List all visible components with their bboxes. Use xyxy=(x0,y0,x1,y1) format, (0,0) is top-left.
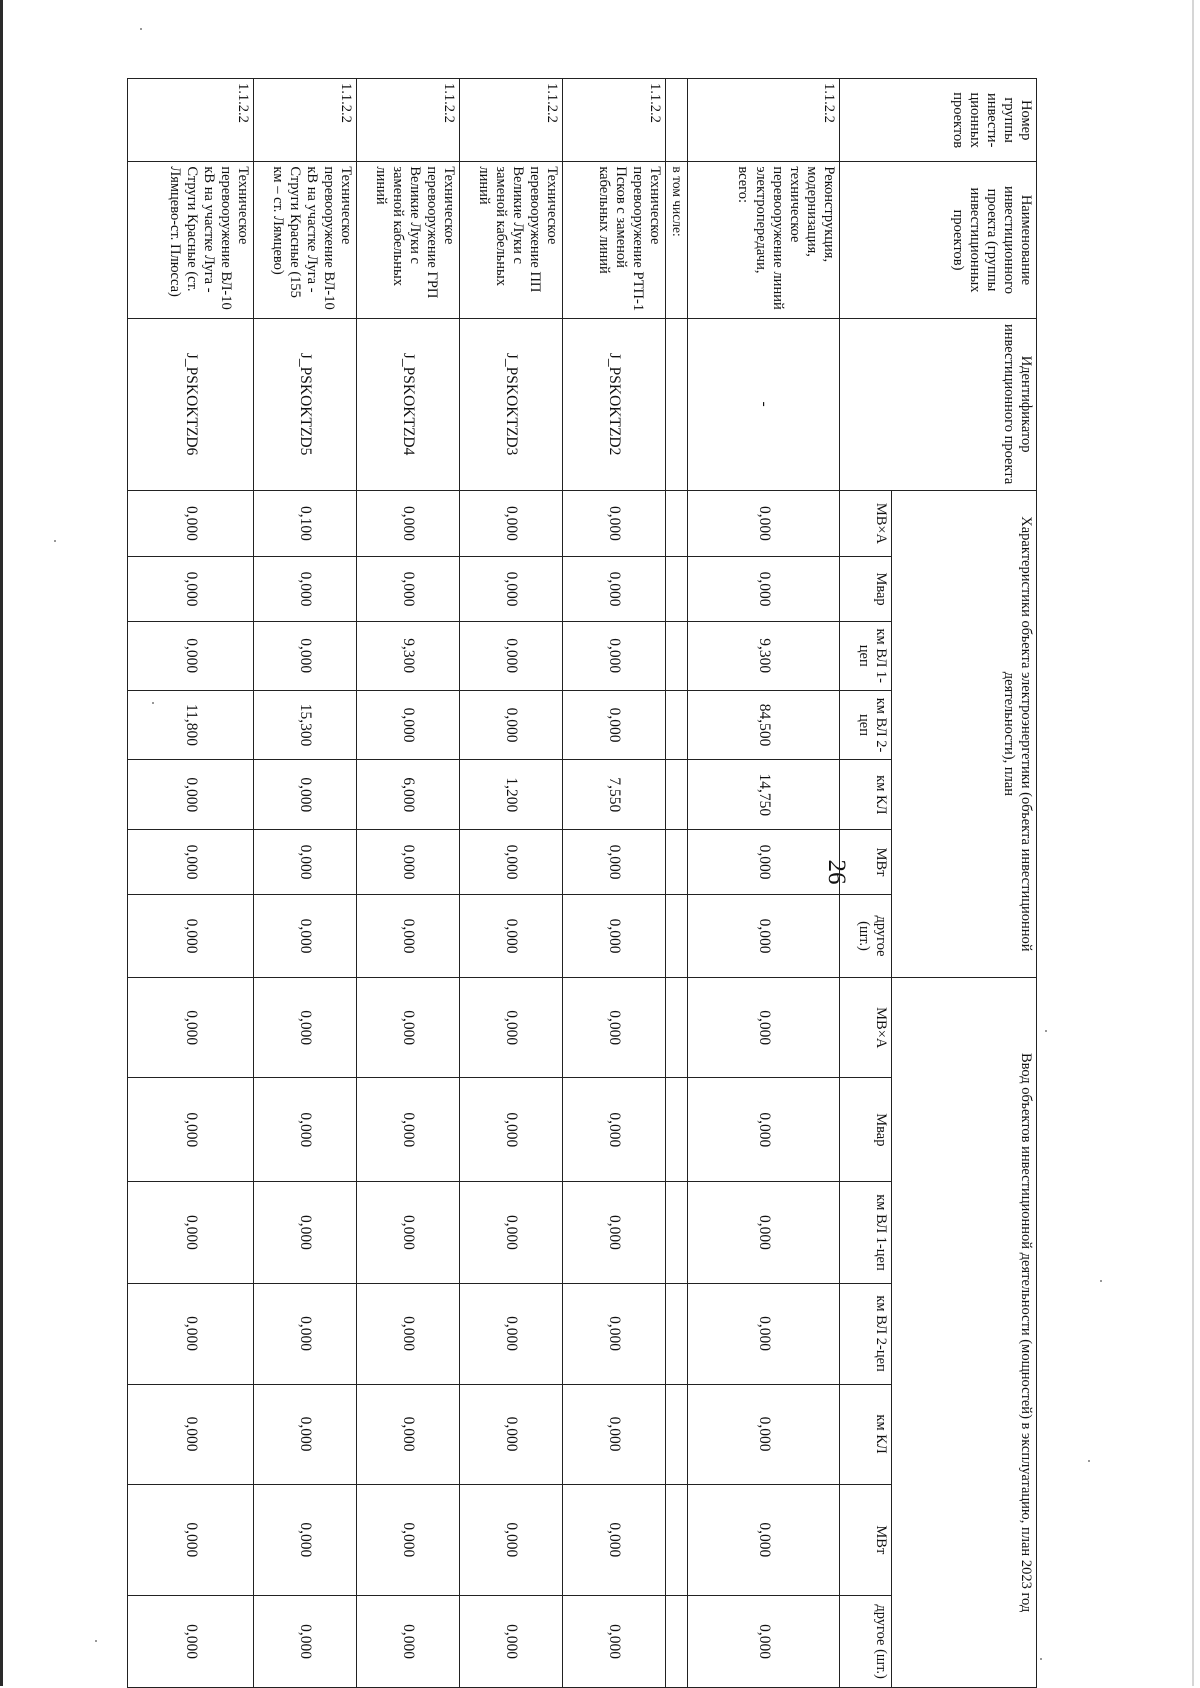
value-cell: 0,000 xyxy=(357,490,460,557)
value-cell: 0,000 xyxy=(357,557,460,622)
value-cell: 0,000 xyxy=(460,690,563,760)
value-cell: 0,000 xyxy=(563,830,666,895)
value-cell: 11,800 xyxy=(128,690,254,760)
empty-cell xyxy=(666,621,688,690)
value-cell: 0,000 xyxy=(688,894,840,977)
value-cell: 0,000 xyxy=(563,1283,666,1384)
value-cell: 15,300 xyxy=(254,690,357,760)
value-cell: 0,000 xyxy=(254,830,357,895)
unit-km-cl: км КЛ xyxy=(840,1384,892,1484)
unit-mva: МВ×А xyxy=(840,490,892,557)
header-group-number: Номер группы инвести-ционных проектов xyxy=(840,79,1037,162)
investment-table xyxy=(127,78,1037,1688)
row-number: 1.1.2.2 xyxy=(128,79,254,162)
row-project-name: Техническое перевооружение ГРП Великие Луки с заменой кабельных линий xyxy=(357,162,460,318)
page-number: 26 xyxy=(823,859,850,885)
value-cell: 0,000 xyxy=(357,690,460,760)
value-cell: 0,000 xyxy=(688,557,840,622)
value-cell: 0,000 xyxy=(128,557,254,622)
scan-border-right xyxy=(1192,0,1194,1686)
value-cell: 0,000 xyxy=(128,760,254,830)
row-number: 1.1.2.2 xyxy=(254,79,357,162)
value-cell: 6,000 xyxy=(357,760,460,830)
unit-mw: МВт xyxy=(840,830,892,895)
empty-cell xyxy=(666,830,688,895)
unit-km-ol-1: км ВЛ 1-цеп xyxy=(840,1182,892,1283)
value-cell: 0,000 xyxy=(563,1182,666,1283)
scan-border-left xyxy=(0,0,3,1686)
scan-speck xyxy=(54,540,56,542)
row-identifier: J_PSKOKTZD3 xyxy=(460,318,563,490)
value-cell: 0,000 xyxy=(563,1384,666,1484)
value-cell: 0,000 xyxy=(128,1384,254,1484)
value-cell: 0,000 xyxy=(688,1484,840,1595)
row-identifier: - xyxy=(688,318,840,490)
value-cell: 0,000 xyxy=(128,1596,254,1688)
empty-cell xyxy=(666,1596,688,1688)
row-identifier: J_PSKOKTZD5 xyxy=(254,318,357,490)
row-project-name: Техническое перевооружение ПП Великие Луки с заменой кабельных линий xyxy=(460,162,563,318)
value-cell: 0,000 xyxy=(460,830,563,895)
table-row-project xyxy=(460,79,563,1688)
value-cell: 0,000 xyxy=(563,1596,666,1688)
value-cell: 0,100 xyxy=(254,490,357,557)
value-cell: 0,000 xyxy=(563,1484,666,1595)
value-cell: 0,000 xyxy=(460,1283,563,1384)
value-cell: 0,000 xyxy=(563,490,666,557)
value-cell: 0,000 xyxy=(688,1384,840,1484)
unit-other: другое (шт.) xyxy=(840,1596,892,1688)
empty-cell xyxy=(666,490,688,557)
row-project-name: Техническое перевооружение РТП-1 Псков с заменой кабельных линий xyxy=(563,162,666,318)
value-cell: 0,000 xyxy=(688,1078,840,1182)
value-cell: 0,000 xyxy=(128,1283,254,1384)
value-cell: 0,000 xyxy=(254,1283,357,1384)
value-cell: 0,000 xyxy=(357,1596,460,1688)
header-commissioning-plan: Ввод объектов инвестиционной деятельности (мощностей) в эксплуатацию, план 2023 год xyxy=(892,978,1037,1688)
row-identifier: J_PSKOKTZD4 xyxy=(357,318,460,490)
value-cell: 0,000 xyxy=(357,894,460,977)
value-cell: 0,000 xyxy=(128,490,254,557)
value-cell: 0,000 xyxy=(254,1596,357,1688)
empty-cell xyxy=(666,894,688,977)
empty-cell xyxy=(666,1384,688,1484)
value-cell: 0,000 xyxy=(688,978,840,1078)
value-cell: 0,000 xyxy=(128,1078,254,1182)
empty-cell xyxy=(666,1182,688,1283)
rotated-table-container xyxy=(167,78,1037,1688)
scan-speck xyxy=(1045,1030,1047,1032)
unit-mvar: Мвар xyxy=(840,557,892,622)
unit-mvar: Мвар xyxy=(840,1078,892,1182)
unit-other: другое (шт.) xyxy=(840,894,892,977)
empty-cell xyxy=(666,978,688,1078)
value-cell: 0,000 xyxy=(460,894,563,977)
table-row-project xyxy=(254,79,357,1688)
empty-cell xyxy=(666,557,688,622)
value-cell: 0,000 xyxy=(128,1484,254,1595)
value-cell: 0,000 xyxy=(460,621,563,690)
value-cell: 0,000 xyxy=(128,830,254,895)
scan-speck xyxy=(1100,1280,1102,1282)
value-cell: 0,000 xyxy=(563,557,666,622)
value-cell: 0,000 xyxy=(460,1596,563,1688)
value-cell: 0,000 xyxy=(254,1484,357,1595)
value-cell: 0,000 xyxy=(128,894,254,977)
empty-cell xyxy=(666,79,688,162)
row-project-name: Техническое перевооружение ВЛ-10 кВ на участке Луга - Струги Красные (ст. Лямцево-ст. Плюсса) xyxy=(128,162,254,318)
table-row-project xyxy=(357,79,460,1688)
value-cell: 0,000 xyxy=(460,1182,563,1283)
value-cell: 0,000 xyxy=(254,1078,357,1182)
empty-cell xyxy=(666,1484,688,1595)
value-cell: 0,000 xyxy=(460,1384,563,1484)
value-cell: 0,000 xyxy=(460,490,563,557)
value-cell: 84,500 xyxy=(688,690,840,760)
header-project-name: Наименование инвестиционного проекта (группы инвестиционных проектов) xyxy=(840,162,1037,318)
value-cell: 9,300 xyxy=(688,621,840,690)
value-cell: 0,000 xyxy=(563,621,666,690)
value-cell: 0,000 xyxy=(460,1078,563,1182)
value-cell: 0,000 xyxy=(460,1484,563,1595)
value-cell: 0,000 xyxy=(688,830,840,895)
value-cell: 0,000 xyxy=(128,1182,254,1283)
header-characteristics-plan: Характеристики объекта электроэнергетики (объекта инвестиционной деятельности), план xyxy=(892,490,1037,978)
row-number: 1.1.2.2 xyxy=(357,79,460,162)
value-cell: 0,000 xyxy=(254,760,357,830)
value-cell: 0,000 xyxy=(357,830,460,895)
scan-speck xyxy=(95,1640,97,1642)
empty-cell xyxy=(666,1078,688,1182)
value-cell: 0,000 xyxy=(688,1182,840,1283)
value-cell: 0,000 xyxy=(128,978,254,1078)
value-cell: 0,000 xyxy=(688,490,840,557)
header-row-main xyxy=(892,79,1037,1688)
unit-km-cl: км КЛ xyxy=(840,760,892,830)
empty-cell xyxy=(666,1283,688,1384)
table-row-project xyxy=(128,79,254,1688)
scan-speck xyxy=(1040,1658,1042,1660)
unit-mw: МВт xyxy=(840,1484,892,1595)
unit-km-ol-2: км ВЛ 2-цеп xyxy=(840,1283,892,1384)
value-cell: 0,000 xyxy=(563,978,666,1078)
value-cell: 0,000 xyxy=(688,1283,840,1384)
empty-cell xyxy=(666,318,688,490)
value-cell: 14,750 xyxy=(688,760,840,830)
empty-cell xyxy=(666,760,688,830)
scan-speck xyxy=(140,28,142,30)
value-cell: 0,000 xyxy=(357,1484,460,1595)
unit-km-ol-1: км ВЛ 1-цеп xyxy=(840,621,892,690)
value-cell: 0,000 xyxy=(357,978,460,1078)
scan-speck xyxy=(152,702,154,704)
value-cell: 0,000 xyxy=(254,978,357,1078)
subheading-label: в том числе: xyxy=(666,162,688,318)
empty-cell xyxy=(666,690,688,760)
value-cell: 0,000 xyxy=(357,1384,460,1484)
value-cell: 0,000 xyxy=(357,1182,460,1283)
scan-speck xyxy=(1088,1460,1090,1462)
value-cell: 0,000 xyxy=(563,690,666,760)
value-cell: 0,000 xyxy=(688,1596,840,1688)
value-cell: 0,000 xyxy=(357,1078,460,1182)
value-cell: 0,000 xyxy=(563,894,666,977)
table-row-subheading xyxy=(666,79,688,1688)
value-cell: 0,000 xyxy=(460,978,563,1078)
value-cell: 0,000 xyxy=(460,557,563,622)
value-cell: 0,000 xyxy=(254,1182,357,1283)
value-cell: 7,550 xyxy=(563,760,666,830)
row-identifier: J_PSKOKTZD2 xyxy=(563,318,666,490)
table-row-project xyxy=(563,79,666,1688)
row-project-name: Техническое перевооружение ВЛ-10 кВ на участке Луга - Струги Красные (155 км – ст. Лямцево) xyxy=(254,162,357,318)
table-row-total xyxy=(688,79,840,1688)
value-cell: 0,000 xyxy=(254,557,357,622)
value-cell: 0,000 xyxy=(128,621,254,690)
row-number: 1.1.2.2 xyxy=(688,79,840,162)
value-cell: 0,000 xyxy=(254,894,357,977)
value-cell: 9,300 xyxy=(357,621,460,690)
row-number: 1.1.2.2 xyxy=(460,79,563,162)
unit-mva: МВ×А xyxy=(840,978,892,1078)
value-cell: 0,000 xyxy=(357,1283,460,1384)
value-cell: 1,200 xyxy=(460,760,563,830)
value-cell: 0,000 xyxy=(254,621,357,690)
unit-km-ol-2: км ВЛ 2-цеп xyxy=(840,690,892,760)
value-cell: 0,000 xyxy=(254,1384,357,1484)
value-cell: 0,000 xyxy=(563,1078,666,1182)
row-project-name: Реконструкция, модернизация, техническое перевооружение линий электропередачи, всего: xyxy=(688,162,840,318)
header-project-identifier: Идентификатор инвестиционного проекта xyxy=(840,318,1037,490)
row-number: 1.1.2.2 xyxy=(563,79,666,162)
row-identifier: J_PSKOKTZD6 xyxy=(128,318,254,490)
